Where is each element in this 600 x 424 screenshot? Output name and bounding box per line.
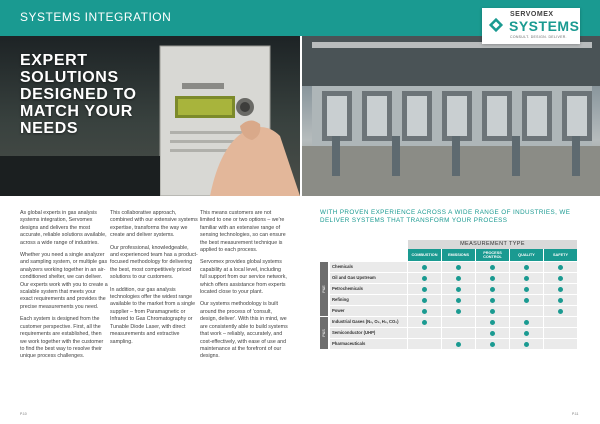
table-cell bbox=[408, 284, 441, 294]
row-label: Industrial Gases (N₂, O₂, H₂, CO₂) bbox=[330, 317, 407, 327]
table-cell bbox=[476, 328, 509, 338]
column-header-combustion: COMBUSTION bbox=[408, 249, 441, 261]
group-band bbox=[320, 317, 328, 349]
check-dot-icon bbox=[490, 265, 495, 270]
measurement-type-header: MEASUREMENT TYPE bbox=[408, 240, 577, 249]
check-dot-icon bbox=[456, 287, 461, 292]
row-label: Semiconductor (UHP) bbox=[330, 328, 407, 338]
body-column-2 bbox=[110, 210, 198, 351]
gas-panel-photo bbox=[302, 36, 600, 196]
check-dot-icon bbox=[422, 276, 427, 281]
table-cell bbox=[510, 273, 543, 283]
check-dot-icon bbox=[558, 298, 563, 303]
check-dot-icon bbox=[524, 320, 529, 325]
check-dot-icon bbox=[558, 276, 563, 281]
row-label: Power bbox=[330, 306, 407, 316]
check-dot-icon bbox=[490, 276, 495, 281]
check-dot-icon bbox=[524, 298, 529, 303]
table-cell bbox=[544, 273, 577, 283]
table-cell bbox=[510, 262, 543, 272]
body-column-1 bbox=[20, 210, 108, 366]
page-number-right: P.11 bbox=[572, 412, 579, 416]
table-row bbox=[330, 262, 577, 272]
check-dot-icon bbox=[456, 276, 461, 281]
logo-brand: SERVOMEX bbox=[510, 11, 554, 18]
check-dot-icon bbox=[524, 287, 529, 292]
check-dot-icon bbox=[490, 287, 495, 292]
table-cell bbox=[442, 262, 475, 272]
check-dot-icon bbox=[456, 342, 461, 347]
hero-banner bbox=[0, 36, 600, 196]
table-row bbox=[330, 295, 577, 305]
section-title: SYSTEMS INTEGRATION bbox=[20, 10, 172, 24]
table-row bbox=[330, 328, 577, 338]
check-dot-icon bbox=[490, 342, 495, 347]
group-label: P&S bbox=[321, 329, 326, 337]
row-label: Pharmaceuticals bbox=[330, 339, 407, 349]
table-cell bbox=[442, 284, 475, 294]
group-label: P&E bbox=[321, 285, 326, 293]
body-paragraph: This collaborative approach, combined with our extensive systems expertise, transforms the way we create and deliver systems. bbox=[110, 210, 198, 239]
table-cell bbox=[476, 262, 509, 272]
table-intro-heading: WITH PROVEN EXPERIENCE ACROSS A WIDE RANGE OF INDUSTRIES, WE DELIVER SYSTEMS THAT TRANSFORM YOUR PROCESS bbox=[320, 209, 571, 224]
row-label: Oil and Gas Upstream bbox=[330, 273, 407, 283]
check-dot-icon bbox=[524, 276, 529, 281]
table-cell bbox=[408, 295, 441, 305]
check-dot-icon bbox=[524, 265, 529, 270]
check-dot-icon bbox=[490, 298, 495, 303]
table-cell bbox=[442, 339, 475, 349]
table-row bbox=[330, 339, 577, 349]
table-cell bbox=[544, 295, 577, 305]
check-dot-icon bbox=[558, 309, 563, 314]
servomex-diamond-icon bbox=[487, 16, 505, 34]
check-dot-icon bbox=[490, 331, 495, 336]
body-paragraph: This means customers are not limited to one or two options – we're familiar with an extensive range of sensing technologies, so can ensure the best measurement technique is applied to each process. bbox=[200, 210, 286, 254]
table-cell bbox=[476, 317, 509, 327]
table-cell bbox=[408, 306, 441, 316]
table-cell bbox=[510, 328, 543, 338]
row-label: Refining bbox=[330, 295, 407, 305]
check-dot-icon bbox=[558, 287, 563, 292]
table-row bbox=[330, 284, 577, 294]
table-cell bbox=[544, 339, 577, 349]
table-cell bbox=[510, 295, 543, 305]
table-cell bbox=[408, 339, 441, 349]
page-number-left: P.10 bbox=[20, 412, 27, 416]
table-cell bbox=[442, 328, 475, 338]
table-cell bbox=[476, 295, 509, 305]
logo-product: SYSTEMS bbox=[509, 18, 580, 34]
check-dot-icon bbox=[456, 309, 461, 314]
check-dot-icon bbox=[490, 320, 495, 325]
table-row bbox=[330, 306, 577, 316]
column-header-process-control: PROCESS CONTROL bbox=[476, 249, 509, 261]
check-dot-icon bbox=[558, 265, 563, 270]
row-label: Chemicals bbox=[330, 262, 407, 272]
body-paragraph: Our professional, knowledgeable, and experienced team has a product-focused methodology for delivering the best, most competitively priced solutions to our customers. bbox=[110, 244, 198, 281]
table-cell bbox=[544, 306, 577, 316]
column-header-quality: QUALITY bbox=[510, 249, 543, 261]
body-column-3 bbox=[200, 210, 288, 366]
table-cell bbox=[408, 328, 441, 338]
body-paragraph: Our systems methodology is built around the process of 'consult, design, deliver'. With this in mind, we are consistently able to build systems that work – reliably, accurately, and cost-effectively, with ease of use and maintenance at the forefront of our designs. bbox=[200, 301, 288, 360]
table-cell bbox=[476, 306, 509, 316]
table-cell bbox=[442, 295, 475, 305]
table-cell bbox=[544, 284, 577, 294]
table-cell bbox=[476, 339, 509, 349]
table-cell bbox=[510, 317, 543, 327]
logo-tagline: CONSULT. DESIGN. DELIVER. bbox=[510, 35, 567, 39]
check-dot-icon bbox=[422, 287, 427, 292]
check-dot-icon bbox=[422, 320, 427, 325]
column-header-safety: SAFETY bbox=[544, 249, 577, 261]
table-cell bbox=[544, 262, 577, 272]
check-dot-icon bbox=[490, 309, 495, 314]
check-dot-icon bbox=[422, 298, 427, 303]
servomex-systems-logo bbox=[482, 8, 580, 44]
body-paragraph: Servomex provides global systems capability at a local level, including full support from our service network, which offers assistance from experts located close to your plant. bbox=[200, 259, 287, 296]
table-cell bbox=[476, 273, 509, 283]
body-paragraph: Whether you need a single analyzer and sampling system, or multiple gas analyzers working together in an air-conditioned shelter, we can deliver. Our experts work with you to create a scalable system that meets your exact requirements and provides the precise measurements you need. bbox=[20, 252, 108, 310]
table-row bbox=[330, 273, 577, 283]
hero-image-panel-room bbox=[302, 36, 600, 196]
row-label: Petrochemicals bbox=[330, 284, 407, 294]
check-dot-icon bbox=[422, 309, 427, 314]
table-cell bbox=[408, 273, 441, 283]
body-paragraph: In addition, our gas analysis technologies offer the widest range available to the market from a single supplier – from Paramagnetic or Infrared to Gas Chromatography or Tunable Diode Laser, with direct measurements and extractive sampling. bbox=[110, 286, 196, 345]
check-dot-icon bbox=[422, 265, 427, 270]
body-paragraph: As global experts in gas analysis systems integration, Servomex designs and delivers the most accurate, reliable solutions available, across a wide range of industries. bbox=[20, 210, 107, 246]
table-cell bbox=[408, 317, 441, 327]
check-dot-icon bbox=[456, 298, 461, 303]
table-row bbox=[330, 317, 577, 327]
table-cell bbox=[476, 284, 509, 294]
column-header-emissions: EMISSIONS bbox=[442, 249, 475, 261]
body-paragraph: Each system is designed from the customer perspective. First, all the requirements are established, then we work together with the customer to find the best way to resolve their unique process challenges. bbox=[20, 316, 104, 360]
table-cell bbox=[510, 339, 543, 349]
table-cell bbox=[510, 306, 543, 316]
group-band bbox=[320, 262, 328, 316]
check-dot-icon bbox=[456, 265, 461, 270]
check-dot-icon bbox=[524, 331, 529, 336]
table-cell bbox=[442, 306, 475, 316]
table-cell bbox=[544, 317, 577, 327]
table-cell bbox=[442, 317, 475, 327]
hero-headline: EXPERT SOLUTIONS DESIGNED TO MATCH YOUR NEEDS bbox=[20, 52, 137, 137]
table-cell bbox=[510, 284, 543, 294]
table-cell bbox=[544, 328, 577, 338]
check-dot-icon bbox=[524, 342, 529, 347]
table-cell bbox=[442, 273, 475, 283]
table-cell bbox=[408, 262, 441, 272]
